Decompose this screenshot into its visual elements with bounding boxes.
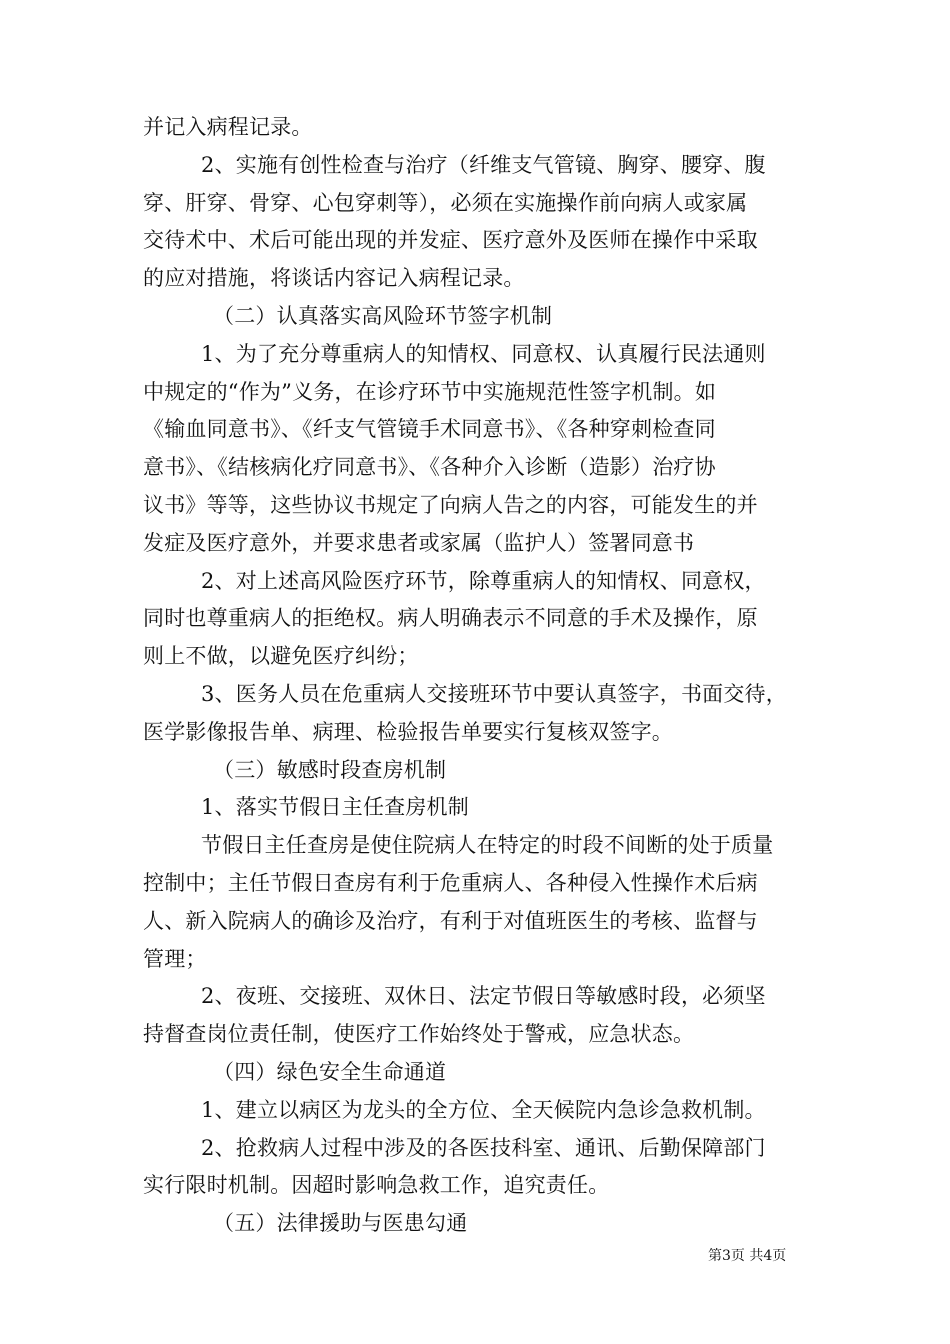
text-line: 1、建立以病区为龙头的全方位、全天候院内急诊急救机制。 <box>201 1097 766 1122</box>
page-number-footer: 第3页 共4页 <box>708 1248 787 1264</box>
section-heading: （二）认真落实高风险环节签字机制 <box>213 304 553 328</box>
text-line: 控制中；主任节假日查房有利于危重病人、各种侵入性操作术后病 <box>143 871 758 895</box>
section-heading: （三）敏感时段查房机制 <box>213 757 447 782</box>
text-line: 并记入病程记录。 <box>143 115 313 139</box>
section-heading: （四）绿色安全生命通道 <box>213 1060 447 1084</box>
text-line: 节假日主任查房是使住院病人在特定的时段不间断的处于质量 <box>201 833 774 858</box>
text-line: 同时也尊重病人的拒绝权。病人明确表示不同意的手术及操作，原 <box>143 606 758 631</box>
text-line: 管理； <box>143 946 207 971</box>
text-line: 2、实施有创性检查与治疗（纤维支气管镜、胸穿、腰穿、腹 <box>201 152 766 177</box>
text-line: 意书》、《结核病化疗同意书》、《各种介入诊断（造影）治疗协 <box>143 455 716 480</box>
text-line: 《输血同意书》、《纤支气管镜手术同意书》、《各种穿刺检查同 <box>143 417 716 442</box>
text-line: 医学影像报告单、病理、检验报告单要实行复核双签字。 <box>143 719 673 744</box>
text-line: 实行限时机制。因超时影响急救工作，追究责任。 <box>143 1173 610 1198</box>
text-line: 1、为了充分尊重病人的知情权、同意权、认真履行民法通则 <box>201 341 766 366</box>
text-line: 3、医务人员在危重病人交接班环节中要认真签字，书面交待， <box>201 682 787 706</box>
text-line: 中规定的“作为”义务，在诊疗环节中实施规范性签字机制。如 <box>143 379 717 404</box>
text-line: 1、落实节假日主任查房机制 <box>201 795 469 820</box>
text-line: 交待术中、术后可能出现的并发症、医疗意外及医师在操作中采取 <box>143 228 758 253</box>
text-line: 穿、肝穿、骨穿、心包穿刺等），必须在实施操作前向病人或家属 <box>143 190 748 215</box>
text-line: 2、夜班、交接班、双休日、法定节假日等敏感时段，必须坚 <box>201 984 766 1009</box>
text-line: 发症及医疗意外，并要求患者或家属（监护人）签署同意书 <box>143 530 695 555</box>
text-line: 2、对上述高风险医疗环节，除尊重病人的知情权、同意权， <box>201 568 766 593</box>
text-line: 议书》等等，这些协议书规定了向病人告之的内容，可能发生的并 <box>143 493 758 517</box>
text-line: 则上不做，以避免医疗纠纷； <box>143 644 419 669</box>
text-line: 2、抢救病人过程中涉及的各医技科室、通讯、后勤保障部门 <box>201 1135 766 1160</box>
section-heading: （五）法律援助与医患勾通 <box>213 1211 468 1236</box>
text-line: 持督查岗位责任制，使医疗工作始终处于警戒，应急状态。 <box>143 1022 695 1047</box>
text-line: 的应对措施，将谈话内容记入病程记录。 <box>143 266 525 291</box>
text-line: 人、新入院病人的确诊及治疗，有利于对值班医生的考核、监督与 <box>143 908 758 933</box>
